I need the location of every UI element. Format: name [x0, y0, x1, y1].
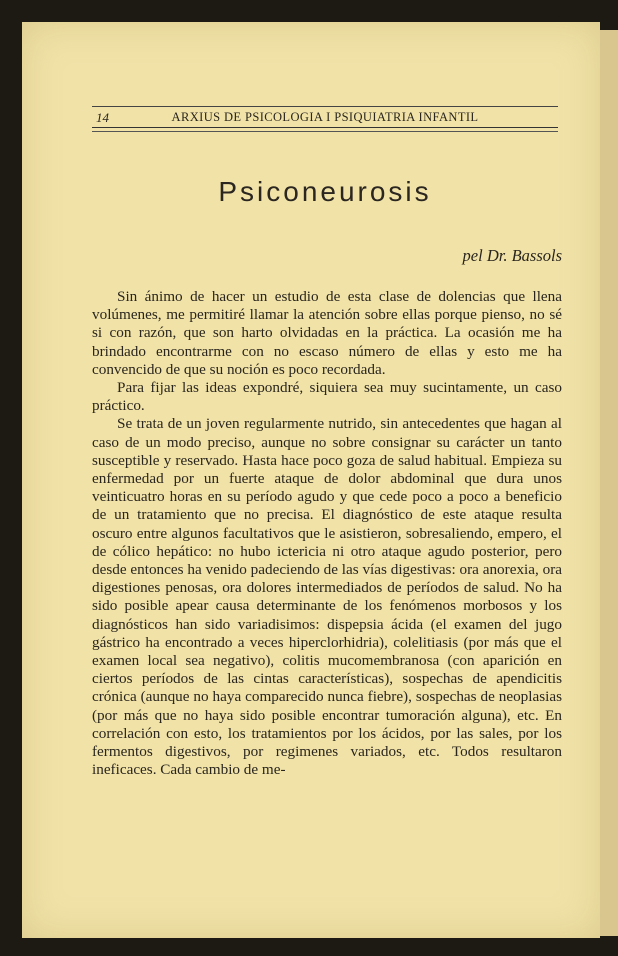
- adjacent-page-edge: [600, 30, 618, 936]
- article-title: Psiconeurosis: [218, 176, 432, 207]
- page-number: 14: [96, 110, 109, 125]
- paragraph: Sin ánimo de hacer un estudio de esta clase de dolencias que llena volúmenes, me permitiré llamar la atención sobre ellas porque pienso, no sé si con razón, que son harto olvidadas en la práctica. La ocasión me ha brindado encontrarme con no escaso número de ellas y esto me ha convencido de que su noción es poco recordada.: [92, 288, 562, 378]
- running-title: ARXIUS DE PSICOLOGIA I PSIQUIATRIA INFANTIL: [171, 110, 479, 124]
- paragraph: Se trata de un joven regularmente nutrido, sin antecedentes que hagan al caso de un modo preciso, aunque no sobre consignar su carácter un tanto susceptible y reservado. Hasta hace poco goza de salud habitual. Empieza su enfermedad por un fuerte ataque de dolor abdominal que dura unos veinticuatro horas en su período agudo y que cede poco a poco a beneficio de un tratamiento que no precisa. El diagnóstico de este ataque resulta oscuro entre algunos facultativos que le asistieron, sobresaliendo, empero, el de cólico hepático: no hubo ictericia ni otro ataque agudo posterior, pero desde entonces ha venido padeciendo de las vías digestivas: ora anorexia, ora digestiones penosas, ora dolores intermediados de períodos de salud. No ha sido posible apear causa determinante de los fenómenos morbosos y los diagnósticos han sido variadisimos: dispepsia ácida (el examen del jugo gástrico ha encontrado a veces hiperclorhidria), colelitiasis (por más que el examen local sea negativo), colitis mucomembranosa (con aparición en ciertos períodos de las cintas características), sospechas de apendicitis crónica (aunque no haya comparecido nunca fiebre), sospechas de neoplasias (por más que no haya sido posible encontrar tumoración alguna), etc. En correlación con esto, los tratamientos por los ácidos, por las sales, por los fermentos digestivos, por regimenes variados, etc. Todos resultaron ineficaces. Cada cambio de me-: [92, 415, 562, 779]
- article-byline: pel Dr. Bassols: [462, 246, 562, 265]
- article-body: [92, 288, 562, 779]
- running-header: [92, 106, 558, 128]
- paragraph: Para fijar las ideas expondré, siquiera sea muy sucintamente, un caso práctico.: [92, 379, 562, 415]
